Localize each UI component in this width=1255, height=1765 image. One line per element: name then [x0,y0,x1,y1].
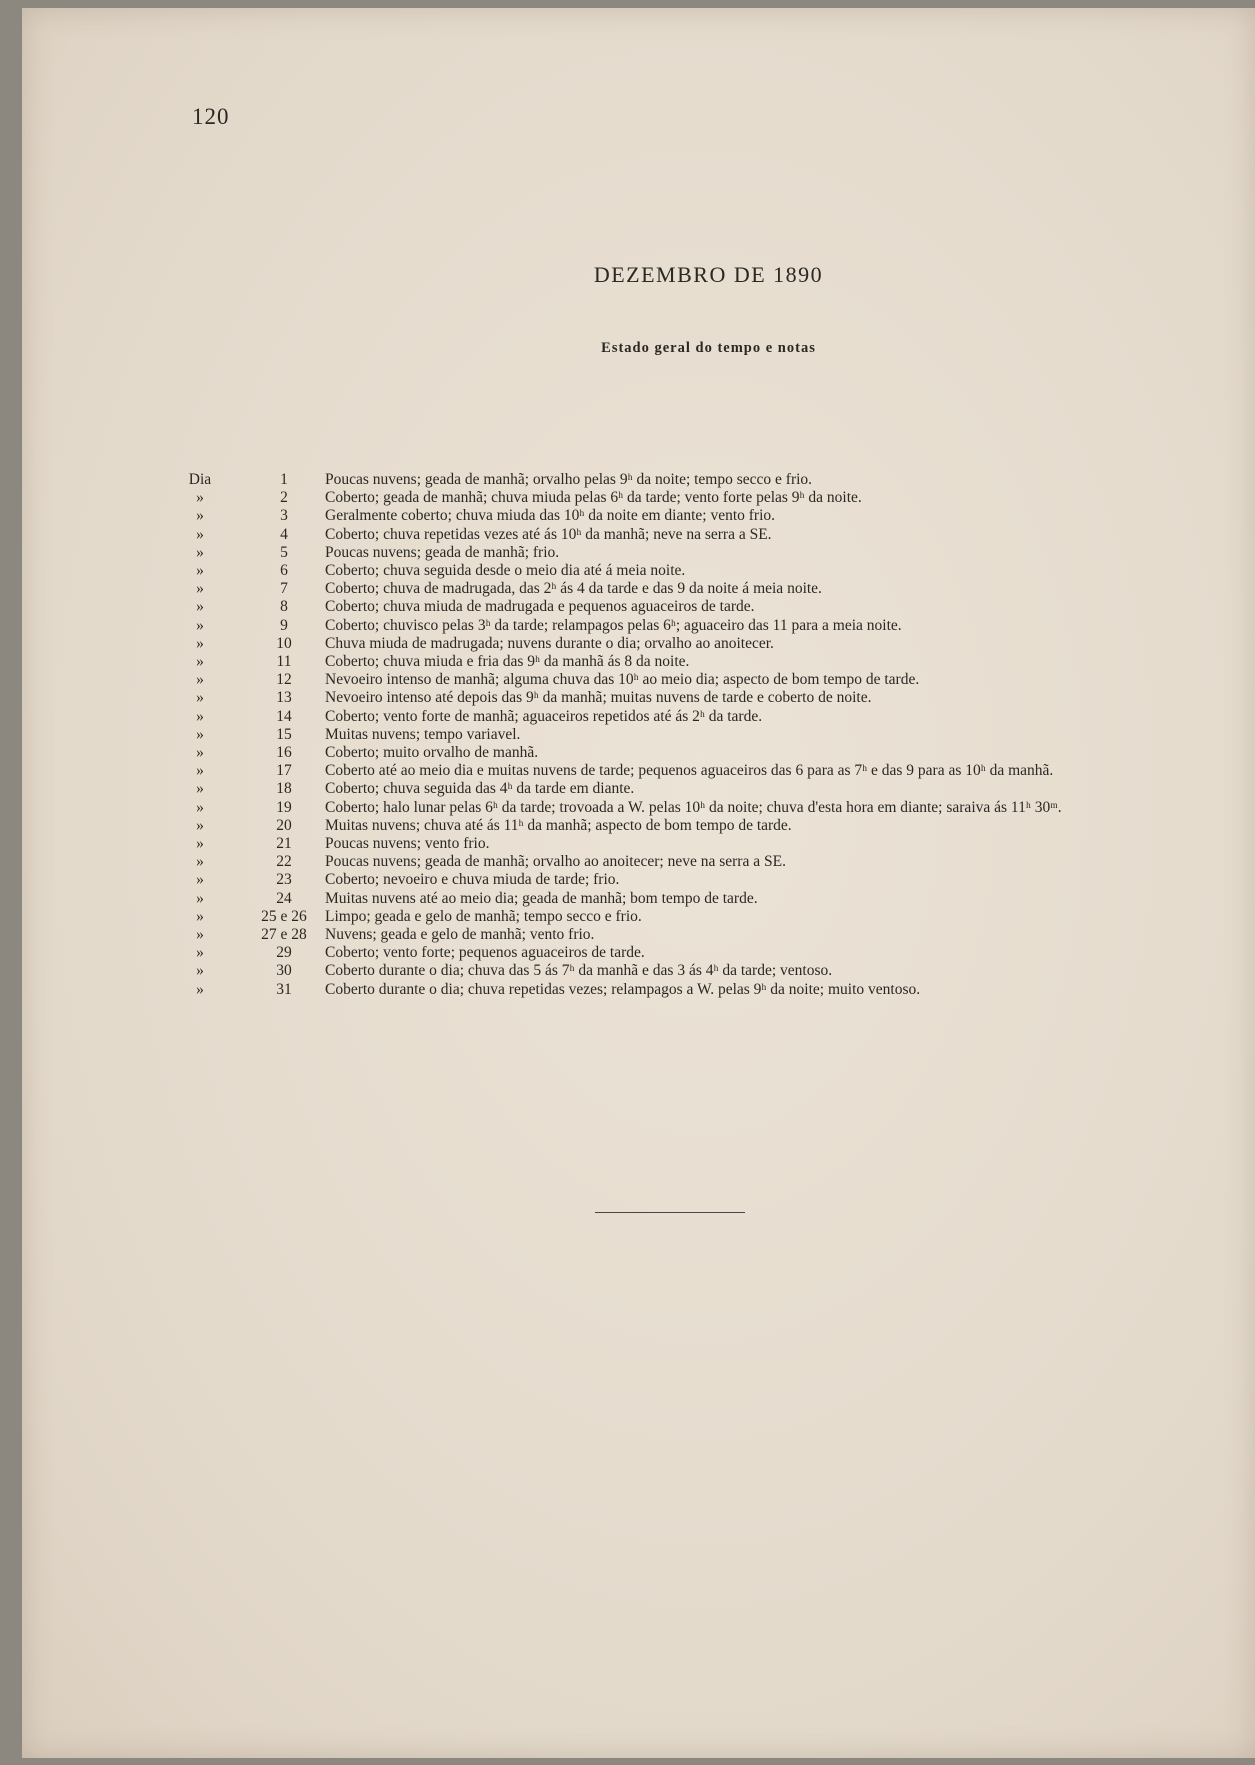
table-row [22,944,1255,962]
table-row [22,780,1255,798]
day-number: 19 [276,798,292,816]
day-number: 27 e 28 [261,926,307,944]
table-row [22,671,1255,689]
table-row [22,962,1255,980]
day-number: 17 [276,762,292,780]
table-row [22,981,1255,999]
page-subtitle: Estado geral do tempo e notas [601,340,816,356]
day-number: 4 [280,525,288,543]
weather-description: Coberto; geada de manhã; chuva miuda pelas 6ʰ da tarde; vento forte pelas 9ʰ da noite. [325,489,862,507]
weather-description: Poucas nuvens; vento frio. [325,835,490,853]
row-label: » [196,944,204,962]
table-row [22,526,1255,544]
table-row [22,726,1255,744]
day-number: 5 [280,543,288,561]
row-label: » [196,816,204,834]
day-number: 7 [280,580,288,598]
table-row [22,689,1255,707]
row-label: » [196,489,204,507]
row-label: » [196,598,204,616]
table-row [22,744,1255,762]
table-row [22,471,1255,489]
day-number: 23 [276,871,292,889]
weather-description: Coberto; chuva miuda e fria das 9ʰ da manhã ás 8 da noite. [325,653,690,671]
day-number: 10 [276,634,292,652]
day-number: 15 [276,725,292,743]
weather-description: Nevoeiro intenso de manhã; alguma chuva das 10ʰ ao meio dia; aspecto de bom tempo de tarde. [325,671,920,689]
table-row [22,926,1255,944]
row-label: » [196,889,204,907]
day-number: 13 [276,689,292,707]
day-number: 11 [276,653,292,671]
page-title: DEZEMBRO DE 1890 [593,262,824,287]
weather-description: Coberto; chuva miuda de madrugada e pequenos aguaceiros de tarde. [325,598,755,616]
weather-description: Muitas nuvens; tempo variavel. [325,725,521,743]
day-number: 25 e 26 [261,907,307,925]
document-page [22,8,1255,1758]
weather-description: Muitas nuvens; chuva até ás 11ʰ da manhã; aspecto de bom tempo de tarde. [325,816,792,834]
day-number: 9 [280,616,288,634]
day-number: 22 [276,853,292,871]
weather-description: Limpo; geada e gelo de manhã; tempo secco e frio. [325,907,642,925]
weather-description: Nuvens; geada e gelo de manhã; vento frio. [325,926,595,944]
table-row [22,890,1255,908]
day-number: 20 [276,816,292,834]
weather-description: Poucas nuvens; geada de manhã; orvalho pelas 9ʰ da noite; tempo secco e frio. [325,471,813,488]
day-number: 14 [276,707,292,725]
table-row [22,562,1255,580]
table-row [22,835,1255,853]
row-label: Dia [188,471,212,488]
row-label: » [196,634,204,652]
day-number: 18 [276,780,292,798]
weather-description: Coberto; nevoeiro e chuva miuda de tarde; frio. [325,871,620,889]
day-number: 21 [276,835,292,853]
row-label: » [196,543,204,561]
weather-description: Coberto; chuva seguida desde o meio dia até á meia noite. [325,562,686,580]
row-label: » [196,671,204,689]
table-row [22,635,1255,653]
row-label: » [196,525,204,543]
weather-description: Coberto; vento forte; pequenos aguaceiros de tarde. [325,944,645,962]
weather-description: Coberto; chuva seguida das 4ʰ da tarde em diante. [325,780,635,798]
row-label: » [196,689,204,707]
row-label: » [196,616,204,634]
row-label: » [196,835,204,853]
weather-description: Chuva miuda de madrugada; nuvens durante o dia; orvalho ao anoitecer. [325,634,774,652]
weather-description: Geralmente coberto; chuva miuda das 10ʰ da noite em diante; vento frio. [325,507,776,525]
day-number: 8 [280,598,288,616]
table-row [22,908,1255,926]
row-label: » [196,507,204,525]
table-row [22,489,1255,507]
weather-description: Coberto; muito orvalho de manhã. [325,744,539,762]
table-row [22,653,1255,671]
table-row [22,871,1255,889]
day-number: 2 [280,489,288,507]
page-number: 120 [192,104,230,129]
day-number: 6 [280,562,288,580]
weather-description: Coberto durante o dia; chuva repetidas vezes; relampagos a W. pelas 9ʰ da noite; muito ventoso. [325,980,921,998]
row-label: » [196,980,204,998]
weather-description: Muitas nuvens até ao meio dia; geada de manhã; bom tempo de tarde. [325,889,758,907]
weather-description: Coberto; vento forte de manhã; aguaceiros repetidos até ás 2ʰ da tarde. [325,707,763,725]
day-number: 31 [276,980,292,998]
weather-description: Coberto; chuvisco pelas 3ʰ da tarde; relampagos pelas 6ʰ; aguaceiro das 11 para a meia noite. [325,616,902,634]
row-label: » [196,871,204,889]
table-row [22,580,1255,598]
day-number: 12 [276,671,292,689]
row-label: » [196,853,204,871]
weather-description: Coberto até ao meio dia e muitas nuvens de tarde; pequenos aguaceiros das 6 para as 7ʰ e das 9 para as 10ʰ da manhã. [325,762,1054,780]
row-label: » [196,653,204,671]
table-row [22,817,1255,835]
row-label: » [196,744,204,762]
day-number: 30 [276,962,292,980]
row-label: » [196,562,204,580]
weather-description: Poucas nuvens; geada de manhã; orvalho ao anoitecer; neve na serra a SE. [325,853,786,871]
row-label: » [196,762,204,780]
row-label: » [196,962,204,980]
table-row [22,853,1255,871]
table-row [22,507,1255,525]
day-number: 3 [280,507,288,525]
row-label: » [196,798,204,816]
weather-description: Coberto; halo lunar pelas 6ʰ da tarde; trovoada a W. pelas 10ʰ da noite; chuva d'esta hora em diante; saraiva ás 11ʰ 30ᵐ. [325,798,1062,816]
row-label: » [196,580,204,598]
closing-rule [595,1212,745,1213]
weather-description: Coberto; chuva repetidas vezes até ás 10ʰ da manhã; neve na serra a SE. [325,525,772,543]
day-number: 1 [280,471,288,488]
table-row [22,544,1255,562]
table-row [22,762,1255,780]
table-row [22,617,1255,635]
weather-notes-table [22,471,1255,999]
row-label: » [196,926,204,944]
row-label: » [196,725,204,743]
day-number: 24 [276,889,292,907]
row-label: » [196,780,204,798]
weather-description: Nevoeiro intenso até depois das 9ʰ da manhã; muitas nuvens de tarde e coberto de noite. [325,689,872,707]
row-label: » [196,907,204,925]
weather-description: Coberto; chuva de madrugada, das 2ʰ ás 4 da tarde e das 9 da noite á meia noite. [325,580,822,598]
day-number: 16 [276,744,292,762]
table-row [22,799,1255,817]
weather-description: Poucas nuvens; geada de manhã; frio. [325,543,560,561]
table-row [22,708,1255,726]
table-row [22,598,1255,616]
row-label: » [196,707,204,725]
weather-description: Coberto durante o dia; chuva das 5 ás 7ʰ da manhã e das 3 ás 4ʰ da tarde; ventoso. [325,962,833,980]
day-number: 29 [276,944,292,962]
